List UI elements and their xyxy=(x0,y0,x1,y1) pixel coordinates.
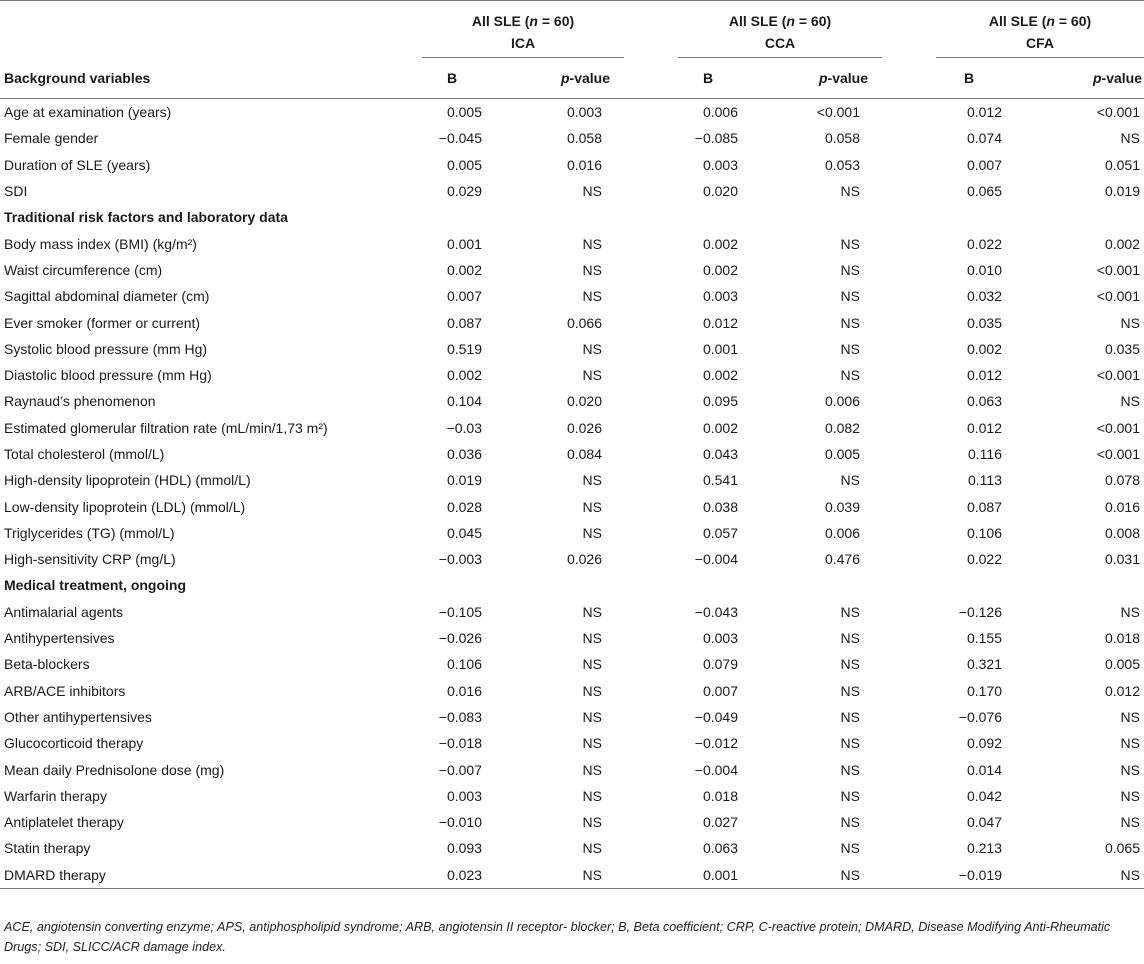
p-value-cell: NS xyxy=(1002,862,1144,889)
group-title-row xyxy=(0,5,1144,29)
table-row xyxy=(0,336,1144,362)
p-value-cell: NS xyxy=(582,814,602,831)
p-value-cell: 0.051 xyxy=(1104,156,1140,173)
beta-value-cell: −0.019 xyxy=(936,862,1002,889)
beta-value-cell: 0.043 xyxy=(702,446,738,462)
beta-value-cell: 0.014 xyxy=(966,761,1002,778)
table-row xyxy=(0,546,1144,572)
table-row xyxy=(0,125,1144,151)
p-value-cell: NS xyxy=(1120,393,1140,410)
beta-value-cell: 0.019 xyxy=(446,472,482,489)
beta-value-cell: 0.003 xyxy=(702,630,738,647)
p-value-cell: 0.058 xyxy=(566,130,602,147)
row-label-header: Background variables xyxy=(4,69,151,86)
table-row xyxy=(0,441,1144,467)
p-value-cell: NS xyxy=(1120,314,1140,331)
beta-value-cell: 0.106 xyxy=(446,656,482,673)
table-row xyxy=(0,493,1144,519)
beta-value-cell: 0.079 xyxy=(702,656,738,673)
group-sub-cca: CCA xyxy=(764,35,796,51)
p-value-cell: 0.006 xyxy=(824,524,860,541)
row-label: Antihypertensives xyxy=(4,630,115,647)
p-value-cell: 0.016 xyxy=(1104,498,1140,515)
row-label: Antimalarial agents xyxy=(4,603,124,620)
row-label: DMARD therapy xyxy=(0,862,422,889)
row-label: Ever smoker (former or current) xyxy=(4,314,201,331)
p-value-cell: NS xyxy=(582,656,602,673)
p-value-cell: NS xyxy=(840,472,860,489)
beta-value-cell: 0.022 xyxy=(966,235,1002,252)
beta-value-cell: 0.063 xyxy=(966,393,1002,410)
beta-value-cell: 0.038 xyxy=(702,498,738,515)
p-value-cell: 0.002 xyxy=(1104,235,1140,252)
p-value-cell: 0.039 xyxy=(824,498,860,515)
row-label: ARB/ACE inhibitors xyxy=(4,682,126,699)
p-value-cell: <0.001 xyxy=(1096,367,1140,384)
p-value-cell: 0.026 xyxy=(566,419,602,436)
beta-value-cell: −0.018 xyxy=(438,735,482,752)
beta-value-cell: 0.001 xyxy=(678,862,738,889)
p-value-cell: 0.084 xyxy=(566,446,602,462)
beta-value-cell: 0.012 xyxy=(966,419,1002,436)
p-value-cell: NS xyxy=(840,761,860,778)
p-value-cell: 0.053 xyxy=(824,156,860,173)
table-row xyxy=(0,283,1144,309)
table-row xyxy=(0,678,1144,704)
p-value-cell: NS xyxy=(840,682,860,699)
table-row xyxy=(0,809,1144,835)
beta-value-cell: 0.005 xyxy=(446,156,482,173)
p-value-cell: NS xyxy=(840,235,860,252)
p-value-cell: 0.031 xyxy=(1104,551,1140,568)
p-value-cell: <0.001 xyxy=(1096,419,1140,436)
beta-value-cell: 0.087 xyxy=(446,314,482,331)
p-value-cell: NS xyxy=(840,183,860,200)
beta-value-cell: 0.003 xyxy=(702,156,738,173)
p-value-cell: NS xyxy=(1120,603,1140,620)
beta-value-cell: −0.007 xyxy=(438,761,482,778)
p-value-cell: NS xyxy=(1120,761,1140,778)
beta-value-cell: −0.083 xyxy=(438,708,482,725)
p-header-cfa: p-value xyxy=(1002,58,1144,99)
b-header-cfa: B xyxy=(936,58,1002,99)
beta-value-cell: 0.155 xyxy=(966,630,1002,647)
group-sub-ica: ICA xyxy=(510,35,536,51)
beta-value-cell: 0.012 xyxy=(966,367,1002,384)
beta-value-cell: 0.002 xyxy=(702,261,738,278)
beta-value-cell: 0.003 xyxy=(446,787,482,804)
beta-value-cell: −0.126 xyxy=(958,603,1002,620)
table-row xyxy=(0,178,1144,204)
table-row xyxy=(0,388,1144,414)
p-value-cell: NS xyxy=(582,682,602,699)
beta-value-cell: 0.074 xyxy=(966,130,1002,147)
p-value-cell: 0.003 xyxy=(482,99,624,126)
table-row xyxy=(0,415,1144,441)
beta-value-cell: 0.104 xyxy=(446,393,482,410)
beta-value-cell: 0.002 xyxy=(966,340,1002,357)
beta-value-cell: 0.213 xyxy=(966,840,1002,857)
table-row xyxy=(0,835,1144,861)
p-header-cca: p-value xyxy=(738,58,882,99)
beta-value-cell: 0.002 xyxy=(702,235,738,252)
p-value-cell: 0.005 xyxy=(1104,656,1140,673)
p-value-cell: <0.001 xyxy=(738,99,882,126)
p-value-cell: NS xyxy=(1120,130,1140,147)
beta-value-cell: 0.007 xyxy=(702,682,738,699)
beta-value-cell: −0.105 xyxy=(438,603,482,620)
beta-value-cell: 0.018 xyxy=(702,787,738,804)
beta-value-cell: 0.007 xyxy=(446,288,482,305)
p-value-cell: 0.006 xyxy=(824,393,860,410)
table-row xyxy=(0,309,1144,335)
beta-value-cell: 0.010 xyxy=(966,261,1002,278)
beta-value-cell: 0.002 xyxy=(702,367,738,384)
p-value-cell: 0.016 xyxy=(566,156,602,173)
section-title: Medical treatment, ongoing xyxy=(4,577,187,594)
p-value-cell: NS xyxy=(840,630,860,647)
beta-value-cell: −0.076 xyxy=(958,708,1002,725)
beta-value-cell: −0.085 xyxy=(694,130,738,147)
beta-value-cell: 0.095 xyxy=(702,393,738,410)
beta-value-cell: 0.057 xyxy=(702,524,738,541)
p-value-cell: 0.476 xyxy=(824,551,860,568)
p-value-cell: 0.058 xyxy=(824,130,860,147)
p-value-cell: NS xyxy=(582,708,602,725)
p-header-ica: p-value xyxy=(482,58,624,99)
row-label: Glucocorticoid therapy xyxy=(4,735,144,752)
beta-value-cell: −0.004 xyxy=(694,761,738,778)
table-row xyxy=(0,257,1144,283)
section-header-row xyxy=(0,572,1144,598)
beta-value-cell: −0.045 xyxy=(438,130,482,147)
p-value-cell: NS xyxy=(840,603,860,620)
p-value-cell: NS xyxy=(582,840,602,857)
row-label: Waist circumference (cm) xyxy=(4,261,163,278)
beta-value-cell: 0.001 xyxy=(702,340,738,357)
row-label: Beta-blockers xyxy=(4,656,90,673)
p-value-cell: NS xyxy=(482,862,624,889)
p-value-cell: <0.001 xyxy=(1096,288,1140,305)
row-label: High-sensitivity CRP (mg/L) xyxy=(4,551,176,568)
beta-value-cell: 0.065 xyxy=(966,183,1002,200)
beta-value-cell: 0.016 xyxy=(446,682,482,699)
p-value-cell: NS xyxy=(582,630,602,647)
beta-value-cell: 0.541 xyxy=(702,472,738,489)
beta-value-cell: 0.170 xyxy=(966,682,1002,699)
beta-value-cell: 0.007 xyxy=(966,156,1002,173)
row-label: Duration of SLE (years) xyxy=(4,156,151,173)
beta-value-cell: 0.045 xyxy=(446,524,482,541)
row-label: Age at examination (years) xyxy=(0,99,422,126)
p-value-cell: NS xyxy=(840,314,860,331)
p-value-cell: NS xyxy=(840,367,860,384)
p-value-cell: NS xyxy=(582,288,602,305)
table-row xyxy=(0,625,1144,651)
beta-value-cell: −0.012 xyxy=(694,735,738,752)
table-row xyxy=(0,230,1144,256)
beta-value-cell: 0.042 xyxy=(966,787,1002,804)
p-value-cell: NS xyxy=(582,367,602,384)
table-row xyxy=(0,520,1144,546)
beta-value-cell: 0.003 xyxy=(702,288,738,305)
beta-value-cell: 0.002 xyxy=(446,367,482,384)
table-row xyxy=(0,467,1144,493)
p-value-cell: <0.001 xyxy=(1002,99,1144,126)
section-title: Traditional risk factors and laboratory data xyxy=(4,209,288,226)
row-label: Triglycerides (TG) (mmol/L) xyxy=(4,524,175,541)
p-value-cell: NS xyxy=(840,735,860,752)
table-row xyxy=(0,99,1144,126)
p-value-cell: NS xyxy=(1120,787,1140,804)
beta-value-cell: 0.020 xyxy=(702,183,738,200)
b-header-ica: B xyxy=(422,58,482,99)
p-value-cell: NS xyxy=(840,288,860,305)
p-value-cell: NS xyxy=(1120,814,1140,831)
beta-value-cell: 0.035 xyxy=(966,314,1002,331)
row-label: Total cholesterol (mmol/L) xyxy=(4,446,165,462)
beta-value-cell: −0.043 xyxy=(694,603,738,620)
p-value-cell: NS xyxy=(582,261,602,278)
beta-value-cell: 0.028 xyxy=(446,498,482,515)
p-value-cell: NS xyxy=(582,472,602,489)
group-sub-cfa: CFA xyxy=(1026,35,1054,51)
beta-value-cell: 0.321 xyxy=(966,656,1002,673)
beta-value-cell: 0.023 xyxy=(422,862,482,889)
p-value-cell: 0.019 xyxy=(1104,183,1140,200)
p-value-cell: 0.012 xyxy=(1104,682,1140,699)
p-value-cell: NS xyxy=(840,708,860,725)
p-value-cell: NS xyxy=(738,862,882,889)
beta-value-cell: 0.087 xyxy=(966,498,1002,515)
beta-value-cell: 0.006 xyxy=(678,99,738,126)
beta-value-cell: −0.026 xyxy=(438,630,482,647)
p-value-cell: NS xyxy=(840,340,860,357)
beta-value-cell: −0.003 xyxy=(438,551,482,568)
table-row xyxy=(0,862,1144,889)
p-value-cell: 0.035 xyxy=(1104,340,1140,357)
p-value-cell: NS xyxy=(582,761,602,778)
beta-value-cell: 0.012 xyxy=(936,99,1002,126)
row-label: Estimated glomerular filtration rate (mL/min/1,73 m²) xyxy=(4,419,328,436)
b-header-cca: B xyxy=(678,58,738,99)
p-value-cell: NS xyxy=(582,340,602,357)
p-value-cell: NS xyxy=(1120,735,1140,752)
beta-value-cell: 0.005 xyxy=(422,99,482,126)
p-value-cell: 0.008 xyxy=(1104,524,1140,541)
beta-value-cell: 0.002 xyxy=(446,261,482,278)
p-value-cell: NS xyxy=(1120,708,1140,725)
row-label: Raynaud’s phenomenon xyxy=(4,393,156,410)
p-value-cell: NS xyxy=(582,524,602,541)
table-row xyxy=(0,756,1144,782)
beta-value-cell: −0.010 xyxy=(438,814,482,831)
table-body xyxy=(0,99,1144,889)
p-value-cell: NS xyxy=(582,787,602,804)
beta-value-cell: 0.047 xyxy=(966,814,1002,831)
beta-value-cell: 0.106 xyxy=(966,524,1002,541)
beta-value-cell: 0.093 xyxy=(446,840,482,857)
p-value-cell: NS xyxy=(840,840,860,857)
table-row xyxy=(0,599,1144,625)
group-title-ica: All SLE (n = 60) xyxy=(471,13,575,29)
beta-value-cell: 0.036 xyxy=(446,446,482,462)
p-value-cell: 0.078 xyxy=(1104,472,1140,489)
p-value-cell: <0.001 xyxy=(1096,446,1140,462)
p-value-cell: NS xyxy=(840,261,860,278)
beta-value-cell: 0.001 xyxy=(446,235,482,252)
beta-value-cell: 0.027 xyxy=(702,814,738,831)
p-value-cell: 0.026 xyxy=(566,551,602,568)
group-sub-row xyxy=(0,29,1144,58)
row-label: Statin therapy xyxy=(4,840,91,857)
row-label: Sagittal abdominal diameter (cm) xyxy=(4,288,210,305)
beta-value-cell: −0.049 xyxy=(694,708,738,725)
p-value-cell: NS xyxy=(582,498,602,515)
beta-value-cell: 0.092 xyxy=(966,735,1002,752)
beta-value-cell: 0.063 xyxy=(702,840,738,857)
p-value-cell: NS xyxy=(582,735,602,752)
p-value-cell: NS xyxy=(582,183,602,200)
table-row xyxy=(0,730,1144,756)
section-header-row xyxy=(0,204,1144,230)
beta-value-cell: 0.012 xyxy=(702,314,738,331)
row-label: Mean daily Prednisolone dose (mg) xyxy=(4,761,225,778)
beta-value-cell: 0.022 xyxy=(966,551,1002,568)
row-label: Diastolic blood pressure (mm Hg) xyxy=(4,367,212,384)
beta-value-cell: 0.029 xyxy=(446,183,482,200)
beta-value-cell: 0.116 xyxy=(968,446,1002,462)
table-footnote: ACE, angiotensin converting enzyme; APS, antiphospholipid syndrome; ARB, angiotensin II receptor- blocker; B, Beta coefficient; CRP, C-reactive protein; DMARD, Disease Modifying Anti-Rheumatic Drugs; SDI, SLICC/ACR damage index. xyxy=(4,920,1111,954)
row-label: Low-density lipoprotein (LDL) (mmol/L) xyxy=(4,498,246,515)
row-label: Systolic blood pressure (mm Hg) xyxy=(4,340,208,357)
table-row xyxy=(0,783,1144,809)
beta-value-cell: 0.002 xyxy=(702,419,738,436)
table-row xyxy=(0,651,1144,677)
beta-value-cell: −0.03 xyxy=(446,419,482,436)
p-value-cell: 0.082 xyxy=(824,419,860,436)
beta-value-cell: 0.113 xyxy=(968,472,1002,489)
group-title-cfa: All SLE (n = 60) xyxy=(988,13,1092,29)
row-label: High-density lipoprotein (HDL) (mmol/L) xyxy=(4,472,251,489)
group-title-cca: All SLE (n = 60) xyxy=(728,13,832,29)
p-value-cell: NS xyxy=(582,603,602,620)
beta-value-cell: −0.004 xyxy=(694,551,738,568)
p-value-cell: 0.018 xyxy=(1104,630,1140,647)
beta-value-cell: 0.032 xyxy=(966,288,1002,305)
p-value-cell: NS xyxy=(582,235,602,252)
beta-value-cell: 0.519 xyxy=(446,340,482,357)
row-label: Antiplatelet therapy xyxy=(4,814,124,831)
p-value-cell: 0.065 xyxy=(1104,840,1140,857)
row-label: SDI xyxy=(4,183,28,200)
row-label: Other antihypertensives xyxy=(4,708,152,725)
p-value-cell: 0.020 xyxy=(566,393,602,410)
p-value-cell: 0.005 xyxy=(824,446,860,462)
p-value-cell: 0.066 xyxy=(566,314,602,331)
p-value-cell: NS xyxy=(840,787,860,804)
row-label: Warfarin therapy xyxy=(4,787,107,804)
row-label: Female gender xyxy=(4,130,99,147)
table-row xyxy=(0,152,1144,178)
p-value-cell: <0.001 xyxy=(1096,261,1140,278)
p-value-cell: NS xyxy=(840,814,860,831)
p-value-cell: NS xyxy=(840,656,860,673)
table-row xyxy=(0,704,1144,730)
column-header-row xyxy=(0,58,1144,99)
table-row xyxy=(0,362,1144,388)
row-label: Body mass index (BMI) (kg/m²) xyxy=(4,235,197,252)
